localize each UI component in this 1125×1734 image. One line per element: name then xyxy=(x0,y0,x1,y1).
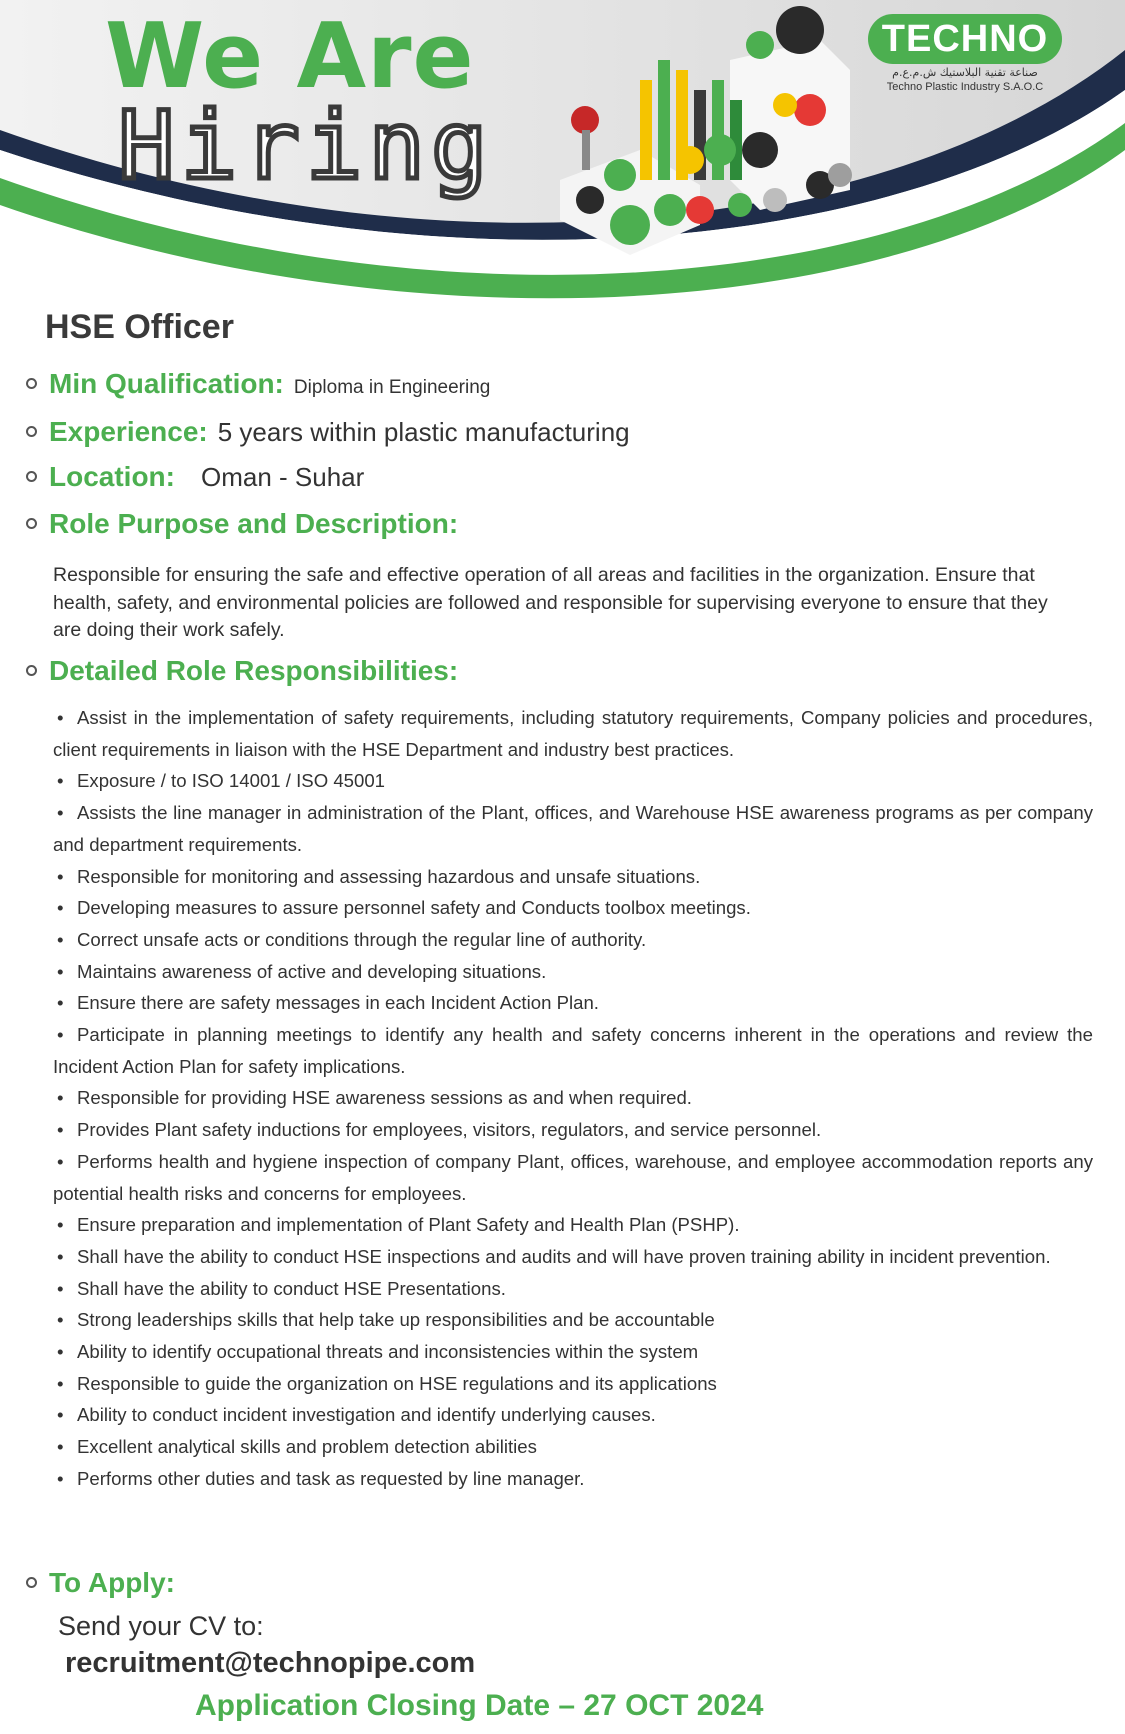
role-purpose-text: Responsible for ensuring the safe and effective operation of all areas and facilities in the organization. Ensure that health, safety, and environmental policies are followed and responsible for supervising everyone to ensure that they are doing their work safely. xyxy=(53,564,1048,641)
min-qualification-row xyxy=(26,368,490,400)
responsibilities-label: Detailed Role Responsibilities: xyxy=(49,655,459,686)
send-cv-text: Send your CV to: xyxy=(58,1611,264,1641)
list-item: • Correct unsafe acts or conditions through the regular line of authority. xyxy=(53,924,1093,956)
role-purpose-label: Role Purpose and Description: xyxy=(49,508,459,539)
list-item: • Assists the line manager in administration of the Plant, offices, and Warehouse HSE awareness programs as per company and department requirements. xyxy=(53,797,1093,860)
to-apply-row xyxy=(26,1567,185,1599)
headline-hiring: Hiring xyxy=(118,92,494,201)
min-qualification-value: Diploma in Engineering xyxy=(293,377,491,398)
list-item: • Strong leaderships skills that help take up responsibilities and be accountable xyxy=(53,1304,1093,1336)
list-item: • Ability to identify occupational threats and inconsistencies within the system xyxy=(53,1336,1093,1368)
list-item: • Ability to conduct incident investigation and identify underlying causes. xyxy=(53,1399,1093,1431)
headline-we-are: We Are xyxy=(105,4,475,109)
role-purpose-row xyxy=(26,508,468,540)
list-item: • Shall have the ability to conduct HSE Presentations. xyxy=(53,1273,1093,1305)
list-item: • Responsible to guide the organization on HSE regulations and its applications xyxy=(53,1368,1093,1400)
list-item: • Assist in the implementation of safety requirements, including statutory requirements, Company policies and procedures, client requirements in liaison with the HSE Department and industry best practices. xyxy=(53,702,1093,765)
responsibilities-row xyxy=(26,655,468,687)
list-item: • Responsible for monitoring and assessing hazardous and unsafe situations. xyxy=(53,861,1093,893)
circle-bullet-icon xyxy=(26,378,37,389)
to-apply-label: To Apply: xyxy=(49,1567,175,1598)
logo-company-name: Techno Plastic Industry S.A.O.C xyxy=(886,81,1044,93)
list-item: • Performs other duties and task as requested by line manager. xyxy=(53,1463,1093,1495)
header-banner xyxy=(0,0,1125,330)
location-row xyxy=(26,461,364,493)
experience-label: Experience: xyxy=(49,416,208,447)
list-item: • Exposure / to ISO 14001 / ISO 45001 xyxy=(53,765,1093,797)
recruitment-email[interactable]: recruitment@technopipe.com xyxy=(65,1647,476,1679)
min-qualification-label: Min Qualification: xyxy=(49,368,284,399)
circle-bullet-icon xyxy=(26,518,37,529)
logo-arabic-name: صناعة تقنية البلاستيك ش.م.ع.م xyxy=(892,66,1038,79)
techno-logo: TECHNO xyxy=(868,14,1062,64)
list-item: • Responsible for providing HSE awareness sessions as and when required. xyxy=(53,1082,1093,1114)
job-title: HSE Officer xyxy=(45,308,234,346)
circle-bullet-icon xyxy=(26,1577,37,1588)
list-item: • Participate in planning meetings to identify any health and safety concerns inherent in the operations and review the Incident Action Plan for safety implications. xyxy=(53,1019,1093,1082)
responsibilities-list xyxy=(53,702,1093,1495)
list-item: • Developing measures to assure personnel safety and Conducts toolbox meetings. xyxy=(53,892,1093,924)
circle-bullet-icon xyxy=(26,426,37,437)
list-item: • Shall have the ability to conduct HSE inspections and audits and will have proven training ability in incident prevention. xyxy=(53,1241,1093,1273)
list-item: • Provides Plant safety inductions for employees, visitors, regulators, and service personnel. xyxy=(53,1114,1093,1146)
experience-row xyxy=(26,416,630,448)
list-item: • Ensure there are safety messages in each Incident Action Plan. xyxy=(53,987,1093,1019)
location-value: Oman - Suhar xyxy=(201,462,365,492)
closing-date: Application Closing Date – 27 OCT 2024 xyxy=(195,1689,764,1722)
location-label: Location: xyxy=(49,461,175,492)
circle-bullet-icon xyxy=(26,471,37,482)
list-item: • Maintains awareness of active and developing situations. xyxy=(53,956,1093,988)
list-item: • Ensure preparation and implementation of Plant Safety and Health Plan (PSHP). xyxy=(53,1209,1093,1241)
circle-bullet-icon xyxy=(26,665,37,676)
list-item: • Performs health and hygiene inspection of company Plant, offices, warehouse, and employee accommodation reports any potential health risks and concerns for employees. xyxy=(53,1146,1093,1209)
list-item: • Excellent analytical skills and problem detection abilities xyxy=(53,1431,1093,1463)
experience-value: 5 years within plastic manufacturing xyxy=(217,417,630,447)
